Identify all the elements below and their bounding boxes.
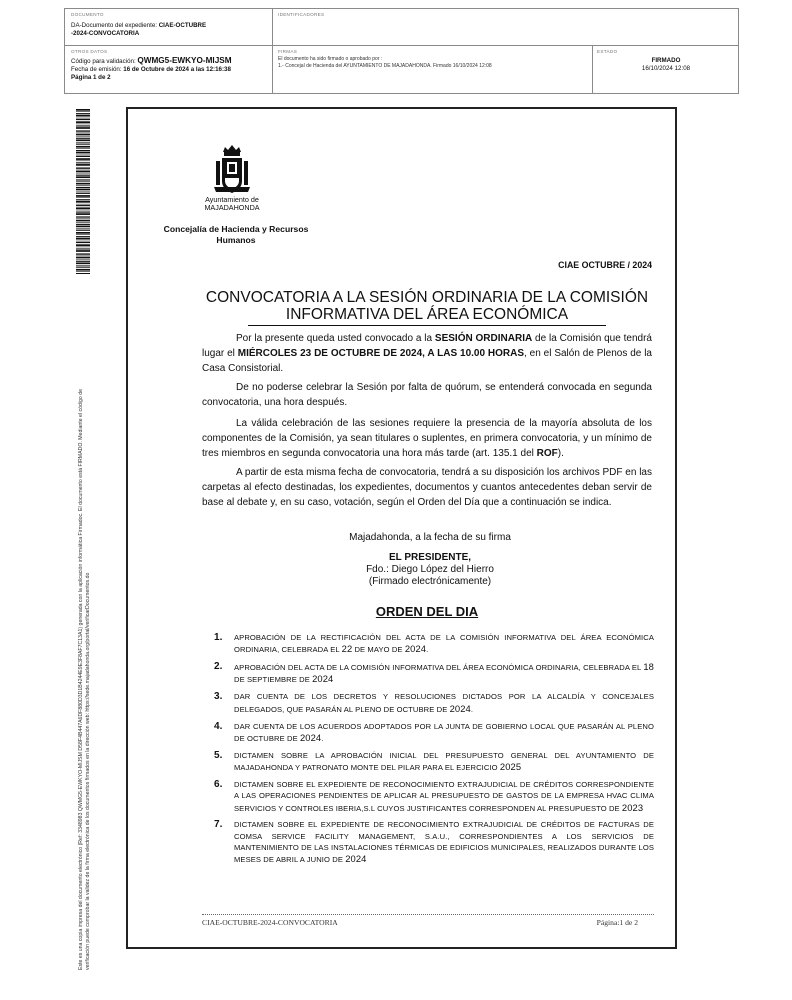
barcode-bar — [76, 125, 90, 126]
agenda-item — [214, 632, 654, 656]
agenda-item-number: 1. — [214, 632, 223, 643]
agenda-item-text: 2023 — [621, 801, 644, 813]
firmas-intro: El documento ha sido firmado o aprobado por : — [278, 56, 383, 62]
barcode-bar — [76, 176, 90, 178]
estado-date: 16/10/2024 12:08 — [641, 65, 691, 72]
agenda-item-text: DICTAMEN SOBRE EL EXPEDIENTE DE RECONOCIMIENTO EXTRAJUDICIAL DE CRÉDITOS CORRESPONDIENTE A LAS OPERACIONES PENDIENTES DE APLICAR AL PRESUPUESTO DE GASTOS DE LA EMPRESA HVAC CLIMA SERVICIOS Y CONTROLES IBERIA,S.L CUYOS JUSTIFICANTES CORRESPONDEN AL PRESUPUESTO DE — [234, 779, 654, 813]
documento-value: DA-Documento del expediente: CIAE-OCTUBRE -2024-CONVOCATORIA — [71, 22, 207, 37]
agenda-item — [214, 661, 654, 686]
barcode-bar — [76, 155, 90, 156]
barcode-bar — [76, 250, 90, 252]
agenda-item-text: 18 — [643, 661, 654, 673]
agenda-item-number: 2. — [214, 661, 223, 673]
barcode-bar — [76, 257, 90, 259]
barcode-bar — [76, 113, 90, 114]
barcode-bar — [76, 232, 90, 234]
barcode-bar — [76, 228, 90, 229]
barcode-bar — [76, 241, 90, 242]
barcode-bar — [76, 138, 90, 139]
page-count: Página 1 de 2 — [71, 74, 111, 81]
barcode — [76, 109, 90, 274]
barcode-bar — [76, 164, 90, 166]
barcode-bar — [76, 244, 90, 246]
barcode-bar — [76, 130, 90, 131]
paragraph-4: A partir de esta misma fecha de convocatoria, tendrá a su disposición los archivos PDF en las carpetas al efecto destinadas, los expedientes, documentos y cuantos antecedentes deban servir de base al debate y, en su caso, votación, según el Orden del Día que a continuación se indica. — [202, 467, 652, 508]
validation-code: Código para validación: QWMG5-EWKYO-MIJSM — [71, 56, 232, 65]
side-verification-note — [78, 290, 92, 970]
barcode-bar — [76, 139, 90, 141]
firmas-label: FIRMAS — [278, 49, 298, 54]
barcode-bar — [76, 118, 90, 119]
barcode-bar — [76, 259, 90, 260]
footer-rule — [202, 914, 654, 915]
barcode-bar — [76, 226, 90, 228]
paragraph-2: De no poderse celebrar la Sesión por falta de quórum, se entenderá convocada en segunda convocatoria, una hora después. — [202, 382, 652, 408]
documento-label: DOCUMENTO — [71, 12, 104, 17]
barcode-bar — [76, 253, 90, 254]
agenda-item-text: . — [426, 645, 429, 655]
paragraph-1: Por la presente queda usted convocado a la SESIÓN ORDINARIA de la Comisión que tendrá lugar el MIÉRCOLES 23 DE OCTUBRE DE 2024, A LAS 10.00 HORAS, en el Salón de Plenos de la Casa Consistorial. — [202, 333, 652, 374]
estado-label: ESTADO — [597, 49, 618, 54]
barcode-bar — [76, 254, 90, 255]
department-name: Concejalía de Hacienda y Recursos Humanos — [163, 224, 309, 245]
firmas-entry: 1.- Concejal de Hacienda del AYUNTAMIENTO DE MAJADAHONDA. Firmado 16/10/2024 12:08 — [278, 62, 492, 69]
barcode-bar — [76, 210, 90, 211]
barcode-bar — [76, 222, 90, 223]
barcode-bar — [76, 187, 90, 188]
agenda-item — [214, 779, 654, 814]
agenda-item-text: DE MAYO DE — [352, 645, 405, 655]
barcode-bar — [76, 220, 90, 222]
otros-datos-label: OTROS DATOS — [71, 49, 108, 54]
side-note-line-1: Este es una copia impresa del documento electrónico (Ref: 3348983 QWMG5-EWKYO-MIJSM D58F4B447A6DF880D3D1B4244E9E3F8AF7C13A1) generada con la aplicación informática Firmadoc. El documento está FIRMADO. Mediante el código de — [78, 389, 84, 970]
agenda-title: ORDEN DEL DIA — [375, 604, 479, 619]
document-reference: CIAE OCTUBRE / 2024 — [558, 260, 652, 270]
barcode-bar — [76, 167, 90, 168]
barcode-bar — [76, 207, 90, 209]
barcode-bar — [76, 175, 90, 176]
barcode-bar — [76, 236, 90, 237]
barcode-bar — [76, 148, 90, 149]
barcode-bar — [76, 204, 90, 205]
barcode-bar — [76, 192, 90, 193]
agenda-item-number: 5. — [214, 749, 223, 761]
barcode-bar — [76, 265, 90, 266]
agenda-item-text: . — [470, 704, 474, 714]
barcode-bar — [76, 131, 90, 132]
barcode-bar — [76, 273, 90, 274]
barcode-bar — [76, 119, 90, 120]
agenda-item-text: DICTAMEN SOBRE EL EXPEDIENTE DE RECONOCIMIENTO EXTRAJUDICIAL DE CRÉDITOS DE FACTURAS DE COMSA SERVICE FACILITY MANAGEMENT, S.A.U., CORRESPONDIENTES A LOS SERVICIOS DE MANTENIMIENTO DE LAS INSTALACIONES TÉRMICAS DE EDIFICIOS MUNICIPALES, REALIZADOS DURANTE LOS MESES DE ABRIL A JUNIO DE — [234, 820, 654, 865]
agenda-item — [214, 721, 654, 745]
barcode-bar — [76, 150, 90, 151]
barcode-bar — [76, 201, 90, 203]
barcode-bar — [76, 248, 90, 249]
signature-place: Majadahonda, a la fecha de su firma — [349, 532, 511, 543]
barcode-bar — [76, 197, 90, 198]
footer-page-number: Página:1 de 2 — [596, 918, 638, 927]
barcode-bar — [76, 183, 90, 185]
agenda-item-number: 7. — [214, 819, 223, 831]
barcode-bar — [76, 127, 90, 129]
agenda-item-number: 6. — [214, 778, 223, 790]
agenda-item-text: 22 — [341, 643, 353, 655]
barcode-bar — [76, 189, 90, 191]
barcode-bar — [76, 136, 90, 137]
barcode-bar — [76, 171, 90, 173]
document-metadata-table — [64, 8, 739, 94]
agenda-item-text: DE SEPTIEMBRE DE — [234, 675, 313, 685]
barcode-bar — [76, 212, 90, 213]
agenda-item-text: DAR CUENTA DE LOS ACUERDOS ADOPTADOS POR LA JUNTA DE GOBIERNO LOCAL QUE PASARÁN AL PLENO DE OCTUBRE DE — [234, 721, 654, 743]
agenda-item — [214, 750, 654, 774]
side-note-line-2: verificación puede comprobar la validez de la firma electrónica de los documentos firmados en la dirección web: https://sede.majadahonda.org/portal/verificarDocumentos.do — [85, 572, 91, 970]
barcode-bar — [76, 158, 90, 160]
barcode-bar — [76, 199, 90, 200]
agenda-item-text: 2024 — [404, 643, 427, 655]
barcode-bar — [76, 179, 90, 180]
barcode-bar — [76, 193, 90, 194]
barcode-bar — [76, 205, 90, 206]
agenda-item-number: 3. — [214, 691, 223, 703]
agenda-item-text: APROBACIÓN DE LA RECTIFICACIÓN DEL ACTA DE LA COMISIÓN INFORMATIVA DEL ÁREA ECONÓMICA ORDINARIA, CELEBRADA EL — [234, 633, 654, 655]
barcode-bar — [76, 124, 90, 125]
agenda-item-text: DAR CUENTA DE LOS DECRETOS Y RESOLUCIONES DICTADOS POR LA ALCALDÍA Y CONCEJALES DELEGADOS, QUE PASARÁN AL PLENO DE OCTUBRE DE — [234, 692, 654, 714]
barcode-bar — [76, 269, 90, 271]
agenda-item-text: APROBACIÓN DEL ACTA DE LA COMISIÓN INFORMATIVA DEL ÁREA ECONÓMICA ORDINARIA, CELEBRADA EL — [234, 663, 644, 673]
barcode-bar — [76, 156, 90, 157]
coat-of-arms-logo — [212, 145, 252, 197]
estado-value: FIRMADO — [651, 57, 681, 64]
signature-note: (Firmado electrónicamente) — [368, 576, 492, 587]
barcode-bar — [76, 115, 90, 117]
document-title: CONVOCATORIA A LA SESIÓN ORDINARIA DE LA COMISIÓN INFORMATIVA DEL ÁREA ECONÓMICA — [205, 289, 649, 323]
barcode-bar — [76, 161, 90, 162]
agenda-item — [214, 819, 654, 865]
agenda-item-number: 4. — [214, 720, 223, 732]
barcode-bar — [76, 144, 90, 145]
identificadores-label: IDENTIFICADORES — [278, 12, 325, 17]
paragraph-3: La válida celebración de las sesiones requiere la presencia de la mayoría absoluta de los componentes de la Comisión, ya sean titulares o suplentes, en primera convocatoria, y un mínimo de tres miembros en segunda convocatoria una hora más tarde (art. 135.1 del ROF). — [202, 418, 652, 459]
agenda-item-text: 2024 — [449, 702, 471, 714]
barcode-bar — [76, 230, 90, 231]
issue-date: Fecha de emisión: 16 de Octubre de 2024 a las 12:16:38 — [71, 66, 231, 73]
barcode-bar — [76, 109, 90, 111]
barcode-bar — [76, 216, 90, 217]
agenda-item — [214, 691, 654, 715]
barcode-bar — [76, 217, 90, 218]
title-underline — [248, 325, 606, 326]
barcode-bar — [76, 271, 90, 272]
barcode-bar — [76, 152, 90, 154]
barcode-bar — [76, 111, 90, 112]
barcode-bar — [76, 168, 90, 169]
signature-name: Fdo.: Diego López del Hierro — [366, 564, 494, 575]
agenda-item-text: DICTAMEN SOBRE LA APROBACIÓN INICIAL DEL PRESUPUESTO GENERAL DEL AYUNTAMIENTO DE MAJADAHONDA Y PATRONATO MONTE DEL PILAR PARA EL EJERCICIO — [234, 750, 654, 773]
barcode-bar — [76, 121, 90, 123]
logo-caption: Ayuntamiento de MAJADAHONDA — [204, 195, 260, 212]
footer-document-id: CIAE-OCTUBRE-2024-CONVOCATORIA — [202, 918, 338, 927]
barcode-bar — [76, 162, 90, 163]
barcode-bar — [76, 234, 90, 235]
agenda-item-text: 2025 — [499, 761, 522, 773]
barcode-bar — [76, 195, 90, 197]
barcode-bar — [76, 173, 90, 174]
barcode-bar — [76, 262, 90, 264]
barcode-bar — [76, 185, 90, 186]
barcode-bar — [76, 142, 90, 143]
barcode-bar — [76, 224, 90, 225]
signature-role: EL PRESIDENTE, — [388, 552, 472, 563]
agenda-list — [214, 632, 654, 871]
barcode-bar — [76, 180, 90, 181]
barcode-bar — [76, 213, 90, 215]
barcode-bar — [76, 242, 90, 243]
agenda-item-text: 2024 — [345, 853, 367, 865]
barcode-bar — [76, 247, 90, 248]
barcode-bar — [76, 238, 90, 240]
barcode-bar — [76, 267, 90, 268]
agenda-item-text: 2024 — [299, 731, 322, 743]
barcode-bar — [76, 146, 90, 148]
barcode-bar — [76, 134, 90, 136]
barcode-bar — [76, 261, 90, 262]
agenda-item-text: 2024 — [312, 673, 334, 685]
agenda-item-text: . — [321, 733, 324, 743]
